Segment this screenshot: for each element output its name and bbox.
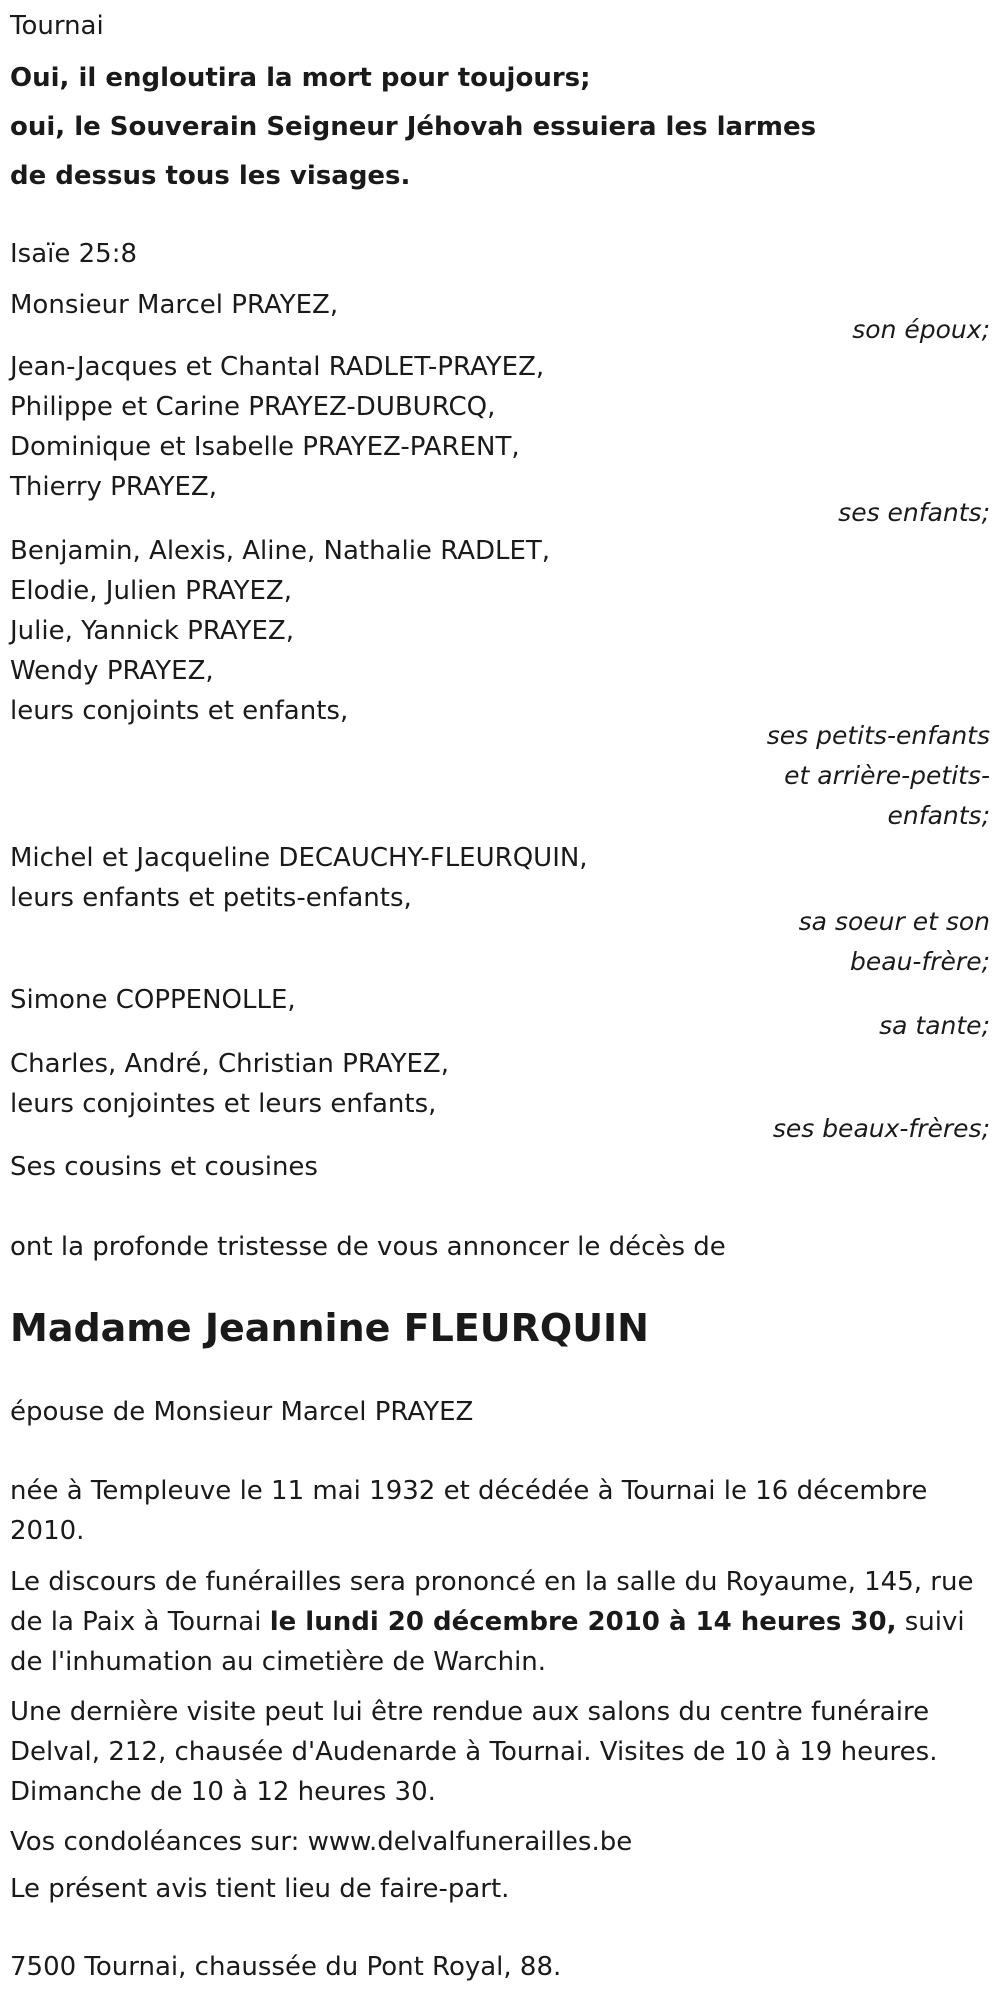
family-group-grandchildren: [10, 531, 990, 830]
family-name: Jean-Jacques et Chantal RADLET-PRAYEZ,: [10, 352, 545, 382]
address-line: 7500 Tournai, chaussée du Pont Royal, 88.: [10, 1952, 562, 1982]
family-name: Ses cousins et cousines: [10, 1152, 318, 1182]
family-group-cousins: [10, 1147, 990, 1187]
deceased-name: Madame Jeannine FLEURQUIN: [10, 1306, 649, 1350]
family-name: Julie, Yannick PRAYEZ,: [10, 616, 294, 646]
family-name: Michel et Jacqueline DECAUCHY-FLEURQUIN,: [10, 843, 588, 873]
verse-reference: Isaïe 25:8: [10, 239, 138, 269]
family-name: leurs conjoints et enfants,: [10, 696, 349, 726]
announcement-text: ont la profonde tristesse de vous annoncer le décès de: [10, 1232, 726, 1262]
city-heading: Tournai: [10, 11, 104, 41]
spouse-line: épouse de Monsieur Marcel PRAYEZ: [10, 1397, 474, 1427]
quote-line: Oui, il engloutira la mort pour toujours;: [10, 63, 591, 93]
family-name: leurs enfants et petits-enfants,: [10, 883, 412, 913]
notice-line: Le présent avis tient lieu de faire-part.: [10, 1874, 510, 1904]
condolences-line: Vos condoléances sur: www.delvalfunerailles.be: [10, 1827, 633, 1857]
family-name: Wendy PRAYEZ,: [10, 656, 214, 686]
funeral-date: le lundi 20 décembre 2010 à 14 heures 30,: [269, 1607, 897, 1637]
family-name: Simone COPPENOLLE,: [10, 985, 296, 1015]
funeral-text: suivi de l'inhumation au cimetière de Warchin.: [10, 1607, 965, 1677]
funeral-paragraph: [10, 1562, 985, 1682]
family-role: ses petits-enfants: [766, 721, 990, 750]
family-group-children: [10, 347, 990, 527]
family-name: Thierry PRAYEZ,: [10, 472, 217, 502]
family-role: son époux;: [852, 315, 990, 344]
family-name: Charles, André, Christian PRAYEZ,: [10, 1049, 449, 1079]
family-role: ses enfants;: [838, 498, 990, 527]
family-name: Philippe et Carine PRAYEZ-DUBURCQ,: [10, 392, 496, 422]
family-name: Dominique et Isabelle PRAYEZ-PARENT,: [10, 432, 520, 462]
family-name: Monsieur Marcel PRAYEZ,: [10, 290, 339, 320]
birth-death-paragraph: née à Templeuve le 11 mai 1932 et décédée à Tournai le 16 décembre 2010.: [10, 1476, 928, 1546]
quote-line: de dessus tous les visages.: [10, 161, 411, 191]
family-group-sister: [10, 838, 990, 976]
bible-quote: [10, 54, 816, 201]
family-group-brothers-in-law: [10, 1044, 990, 1143]
family-role: beau-frère;: [850, 947, 990, 976]
family-name: leurs conjointes et leurs enfants,: [10, 1089, 437, 1119]
family-name: Benjamin, Alexis, Aline, Nathalie RADLET,: [10, 536, 551, 566]
family-group-spouse: [10, 285, 990, 344]
family-role: sa tante;: [879, 1011, 990, 1040]
family-group-aunt: [10, 980, 990, 1040]
quote-line: oui, le Souverain Seigneur Jéhovah essuiera les larmes: [10, 112, 817, 142]
visit-paragraph: Une dernière visite peut lui être rendue aux salons du centre funéraire Delval, 212, chausée d'Audenarde à Tournai. Visites de 10 à 19 heures. Dimanche de 10 à 12 heures 30.: [10, 1697, 938, 1807]
family-role: ses beaux-frères;: [772, 1114, 990, 1143]
family-role: enfants;: [887, 801, 990, 830]
family-role: et arrière-petits-: [784, 761, 990, 790]
funeral-text: Le discours de funérailles sera prononcé en la salle du Royaume, 145, rue de la Paix à Tournai: [10, 1567, 974, 1637]
family-role: sa soeur et son: [798, 907, 990, 936]
family-name: Elodie, Julien PRAYEZ,: [10, 576, 292, 606]
